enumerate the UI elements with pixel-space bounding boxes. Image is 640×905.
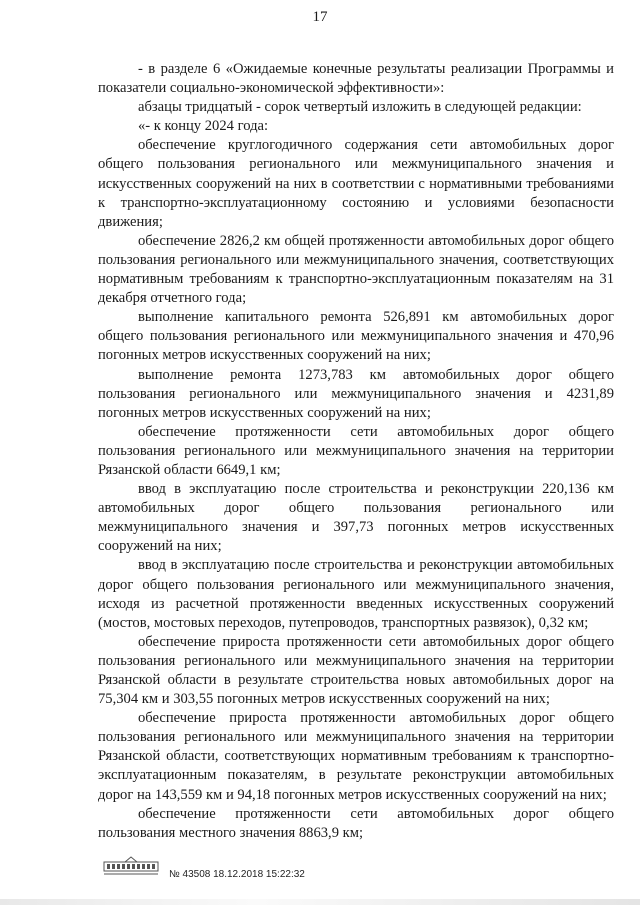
paragraph: обеспечение прироста протяженности автомобильных дорог общего пользования регионального или межмуниципального значения на территории Рязанской области, соответствующих нормативным требованиям к транспортно-эксплуатационным показателям, в результате реконструкции автомобильных дорог на 143,559 км и 94,18 погонных метров искусственных сооружений на них; xyxy=(98,710,614,803)
paragraph: обеспечение 2826,2 км общей протяженности автомобильных дорог общего пользования регионального или межмуниципального значения, соответствующих нормативным требованиям к транспортно-эксплуатационным показателям на 31 декабря отчетного года; xyxy=(98,232,614,307)
page-number: 17 xyxy=(312,9,328,25)
paragraph: «- к концу 2024 года: xyxy=(138,118,269,135)
scan-edge xyxy=(0,899,640,905)
paragraph: - в разделе 6 «Ожидаемые конечные результаты реализации Программы и показатели социально-экономической эффективности»: xyxy=(98,61,614,97)
paragraph: обеспечение протяженности сети автомобильных дорог общего пользования местного значения 8863,9 км; xyxy=(98,805,614,841)
paragraph: абзацы тридцатый - сорок четвертый изложить в следующей редакции: xyxy=(138,99,582,116)
paragraph: обеспечение прироста протяженности сети автомобильных дорог общего пользования регионального или межмуниципального значения на территории Рязанской области в результате строительства новых автомобильных дорог на 75,304 км и 303,55 погонных метров искусственных сооружений на них; xyxy=(98,633,614,708)
registry-stamp-icon xyxy=(103,856,159,876)
document-body xyxy=(98,60,614,843)
paragraph: ввод в эксплуатацию после строительства и реконструкции 220,136 км автомобильных дорог общего пользования регионального или межмуниципального значения и 397,73 погонных метров искусственных сооружений на них; xyxy=(98,481,614,555)
paragraph: обеспечение протяженности сети автомобильных дорог общего пользования регионального или межмуниципального значения на территории Рязанской области 6649,1 км; xyxy=(98,423,614,478)
paragraph: выполнение ремонта 1273,783 км автомобильных дорог общего пользования регионального или межмуниципального значения и 4231,89 погонных метров искусственных сооружений на них; xyxy=(98,366,614,421)
paragraph: обеспечение круглогодичного содержания сети автомобильных дорог общего пользования регионального или межмуниципального значения и искусственных сооружений на них в соответствии с нормативными требованиями к транспортно-эксплуатационному состоянию и условиями безопасности движения; xyxy=(98,137,614,230)
paragraph: ввод в эксплуатацию после строительства и реконструкции автомобильных дорог общего пользования регионального или межмуниципального значения, исходя из расчетной протяженности введенных искусственных сооружений (мостов, мостовых переходов, путепроводов, транспортных развязок), 0,32 км; xyxy=(98,557,614,631)
document-registration-info: № 43508 18.12.2018 15:22:32 xyxy=(169,869,305,880)
paragraph: выполнение капитального ремонта 526,891 км автомобильных дорог общего пользования регионального или межмуниципального значения и 470,96 погонных метров искусственных сооружений на них; xyxy=(98,309,614,364)
